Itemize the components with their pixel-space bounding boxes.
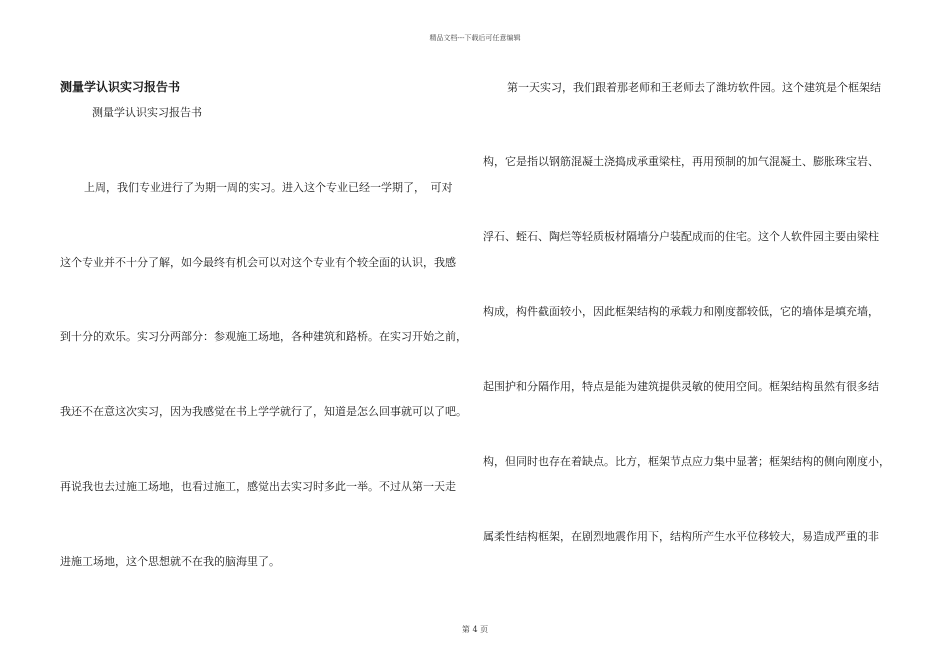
paragraph-line: 构，它是指以钢筋混凝土浇捣成承重梁柱，再用预制的加气混凝土、膨胀珠宝岩、 [483, 155, 879, 168]
paragraph-line: 我还不在意这次实习，因为我感觉在书上学学就行了，知道是怎么回事就可以了吧。 [60, 405, 467, 418]
paragraph-line: 到十分的欢乐。实习分两部分：参观施工场地，各种建筑和路桥。在实习开始之前， [60, 330, 467, 343]
page-header: 精品文档---下载后可任意编辑 [429, 34, 521, 42]
page-number: 第 4 页 [461, 625, 489, 634]
paragraph-line: 构，但同时也存在着缺点。比方，框架节点应力集中显著；框架结构的侧向刚度小， [483, 455, 890, 468]
paragraph-line: 属柔性结构框架，在剧烈地震作用下，结构所产生水平位移较大，易造成严重的非 [483, 530, 879, 543]
paragraph-line: 这个专业并不十分了解，如今最终有机会可以对这个专业有个较全面的认识，我感 [60, 256, 456, 269]
document-title: 测量学认识实习报告书 [60, 80, 181, 94]
paragraph-line: 第一天实习，我们跟着那老师和王老师去了潍坊软件园。这个建筑是个框架结 [507, 81, 881, 94]
paragraph-line: 进施工场地，这个思想就不在我的脑海里了。 [60, 555, 280, 568]
paragraph-line: 浮石、蛭石、陶烂等轻质板材隔墙分户装配成而的住宅。这个人软件园主要由梁柱 [483, 230, 879, 243]
document-subtitle: 测量学认识实习报告书 [92, 106, 202, 119]
paragraph-line: 起围护和分隔作用，特点是能为建筑提供灵敏的使用空间。框架结构虽然有很多结 [483, 380, 879, 393]
paragraph-line: 再说我也去过施工场地，也看过施工，感觉出去实习时多此一举。不过从第一天走 [60, 480, 456, 493]
paragraph-line: 构成，构件截面较小，因此框架结构的承载力和刚度都较低，它的墙体是填充墙， [483, 305, 879, 318]
paragraph-line: 上周，我们专业进行了为期一周的实习。进入这个专业已经一学期了， 可对 [84, 181, 453, 194]
